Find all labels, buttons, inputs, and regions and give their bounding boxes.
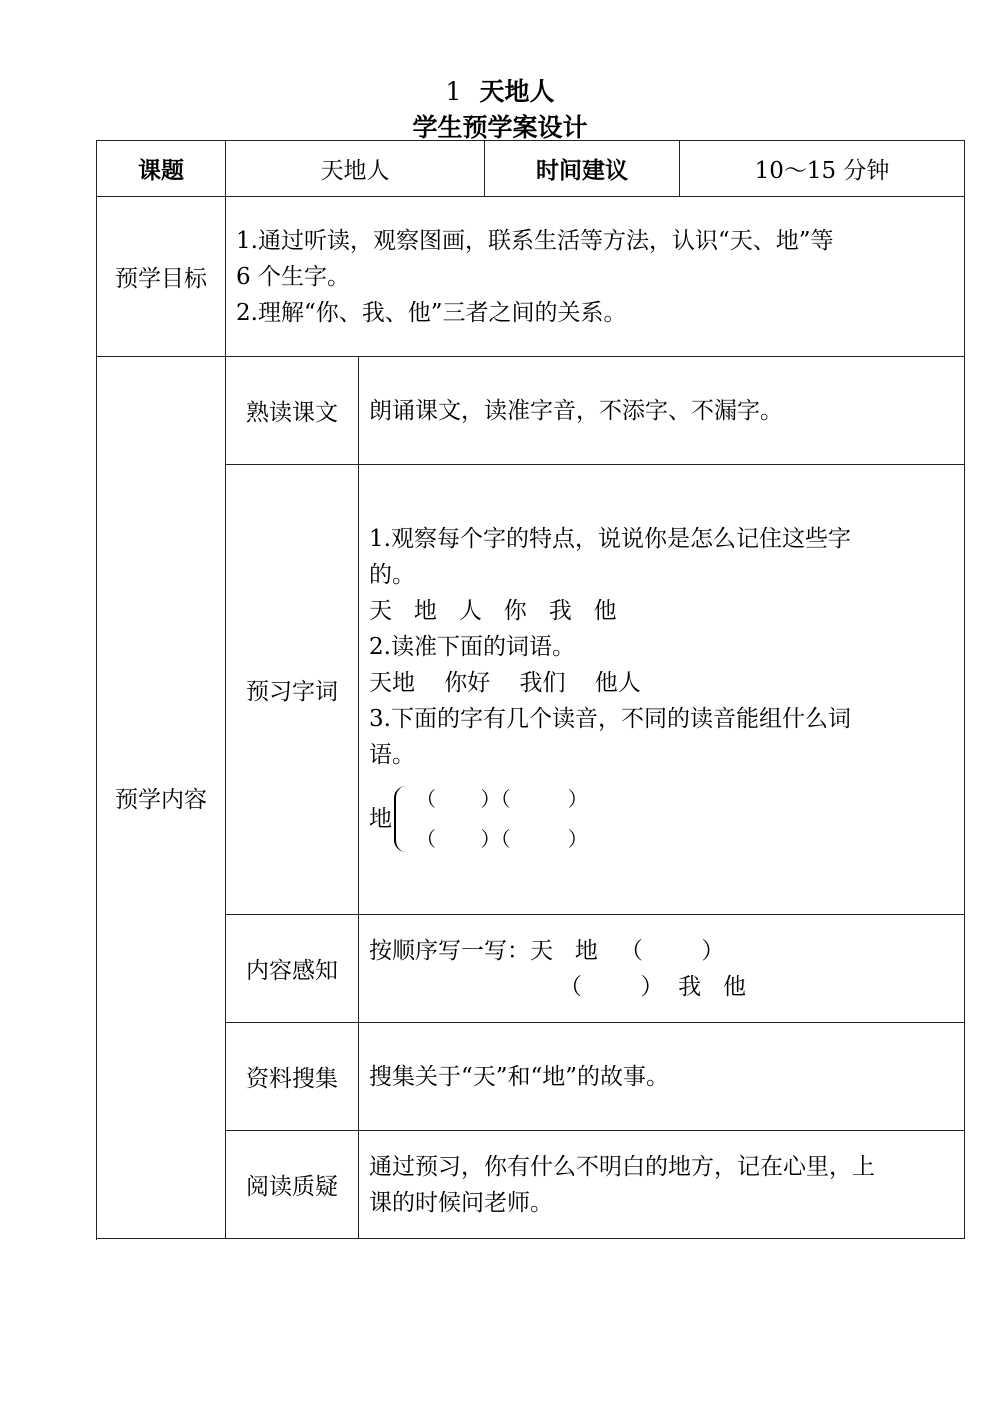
words-line: 的。 bbox=[369, 561, 415, 588]
goals-line: 1.通过听读，观察图画，联系生活等方法，认识“天、地”等 bbox=[236, 227, 834, 254]
question-label: 阅读质疑 bbox=[226, 1131, 359, 1239]
header-row bbox=[97, 141, 965, 197]
read-label: 熟读课文 bbox=[226, 357, 359, 465]
goals-line: 6 个生字。 bbox=[236, 263, 350, 290]
words-line: 天 地 人 你 我 他 bbox=[369, 597, 617, 624]
question-row bbox=[97, 1131, 965, 1239]
goals-text bbox=[226, 197, 965, 357]
answer-blank-line[interactable]: （ ）（ ） bbox=[416, 826, 588, 851]
polyphone-exercise bbox=[369, 779, 954, 859]
collect-text: 搜集关于“天”和“地”的故事。 bbox=[359, 1023, 965, 1131]
question-line: 通过预习，你有什么不明白的地方，记在心里，上 bbox=[369, 1153, 875, 1180]
answer-blank-line[interactable]: （ ）（ ） bbox=[416, 786, 588, 811]
topic-value: 天地人 bbox=[226, 141, 485, 197]
words-line: 2.读准下面的词语。 bbox=[369, 633, 575, 660]
lesson-name: 天地人 bbox=[479, 77, 555, 106]
perceive-label: 内容感知 bbox=[226, 915, 359, 1023]
time-label: 时间建议 bbox=[485, 141, 680, 197]
perceive-text bbox=[359, 915, 965, 1023]
topic-label: 课题 bbox=[97, 141, 226, 197]
preview-plan-table bbox=[96, 140, 965, 1239]
perceive-line[interactable]: 按顺序写一写：天 地 （ ） bbox=[369, 937, 725, 964]
words-text bbox=[359, 465, 965, 915]
goals-line: 2.理解“你、我、他”三者之间的关系。 bbox=[236, 299, 627, 326]
lesson-title bbox=[0, 72, 1000, 108]
question-line: 课的时候问老师。 bbox=[369, 1189, 553, 1216]
time-value: 10～15 分钟 bbox=[680, 141, 965, 197]
words-line: 3.下面的字有几个读音，不同的读音能组什么词 bbox=[369, 705, 851, 732]
content-label: 预学内容 bbox=[97, 357, 226, 1239]
polyphone-blanks bbox=[416, 779, 588, 859]
question-text bbox=[359, 1131, 965, 1239]
perceive-row bbox=[97, 915, 965, 1023]
perceive-line[interactable]: （ ） 我 他 bbox=[559, 973, 747, 1000]
words-label: 预习字词 bbox=[226, 465, 359, 915]
words-line: 1.观察每个字的特点，说说你是怎么记住这些字 bbox=[369, 525, 851, 552]
brace-icon bbox=[394, 786, 408, 852]
goals-row bbox=[97, 197, 965, 357]
read-text: 朗诵课文，读准字音，不添字、不漏字。 bbox=[359, 357, 965, 465]
lesson-number: 1 bbox=[445, 77, 462, 106]
words-line: 天地 你好 我们 他人 bbox=[369, 669, 641, 696]
collect-row bbox=[97, 1023, 965, 1131]
document-subtitle: 学生预学案设计 bbox=[412, 113, 588, 142]
words-row bbox=[97, 465, 965, 915]
goals-label: 预学目标 bbox=[97, 197, 226, 357]
polyphone-char: 地 bbox=[369, 805, 392, 832]
read-row bbox=[97, 357, 965, 465]
words-line: 语。 bbox=[369, 741, 415, 768]
collect-label: 资料搜集 bbox=[226, 1023, 359, 1131]
